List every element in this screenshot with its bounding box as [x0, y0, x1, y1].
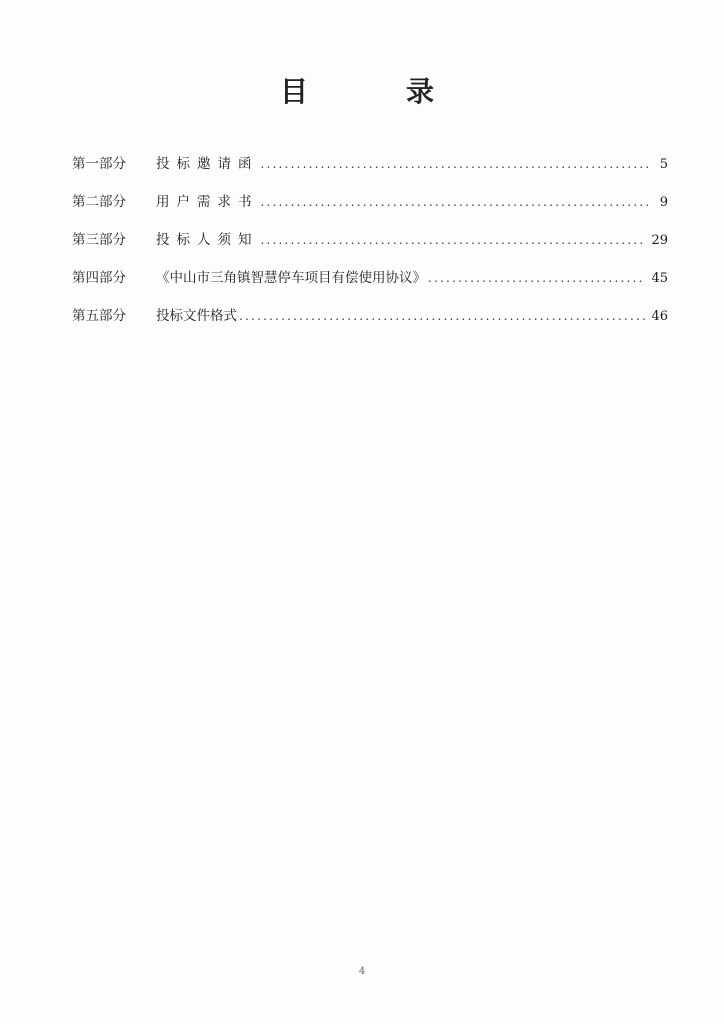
toc-entry-part-2[interactable] [72, 190, 668, 214]
toc-entry-part-4[interactable] [72, 266, 668, 290]
toc-dot-leader [428, 266, 645, 290]
toc-heading [0, 74, 724, 114]
page-footer-number: 4 [358, 966, 366, 977]
toc-part-label: 第三部分 [72, 232, 126, 248]
toc-dot-leader [239, 304, 645, 328]
toc-entry-title: 投标文件格式 [156, 308, 237, 324]
toc-entry-title: 投标人须知 [156, 232, 259, 248]
toc-heading-char-1: 目 [280, 75, 309, 108]
toc-dot-leader [261, 190, 651, 214]
toc-page-number: 46 [651, 309, 668, 324]
toc-heading-char-2: 录 [406, 75, 435, 108]
toc-entry-title: 投标邀请函 [156, 156, 259, 172]
toc-entry-part-1[interactable] [72, 152, 668, 176]
table-of-contents [72, 152, 668, 342]
toc-part-label: 第二部分 [72, 194, 126, 210]
toc-page-number: 45 [651, 271, 668, 286]
toc-part-label: 第四部分 [72, 270, 126, 286]
toc-page-number: 9 [659, 195, 668, 210]
toc-entry-part-5[interactable] [72, 304, 668, 328]
toc-part-label: 第一部分 [72, 156, 126, 172]
toc-page-number: 5 [659, 157, 668, 172]
toc-part-label: 第五部分 [72, 308, 126, 324]
toc-entry-part-3[interactable] [72, 228, 668, 252]
toc-entry-title: 用户需求书 [156, 194, 259, 210]
toc-dot-leader [261, 152, 651, 176]
toc-dot-leader [261, 228, 646, 252]
toc-entry-title: 《中山市三角镇智慧停车项目有偿使用协议》 [156, 270, 426, 286]
toc-page-number: 29 [651, 233, 668, 248]
